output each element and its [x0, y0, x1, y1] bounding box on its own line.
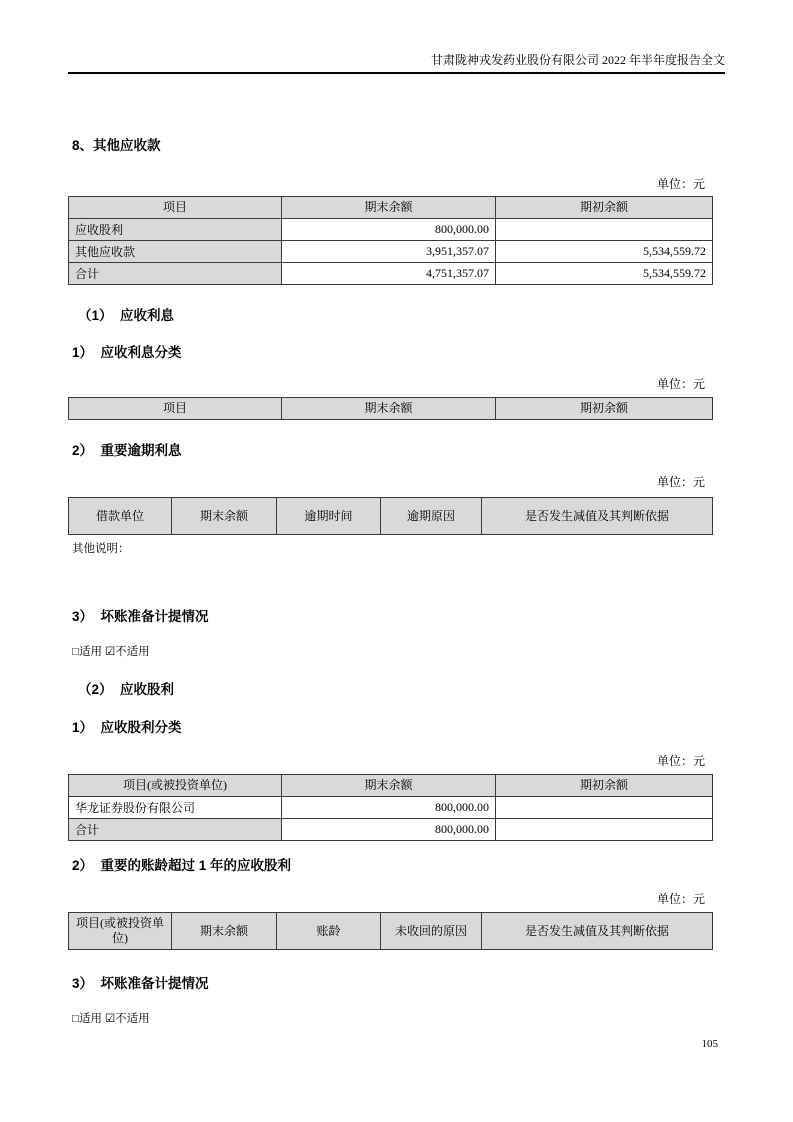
section-heading-interest-classification: 1） 应收利息分类 — [72, 345, 182, 360]
table-header-row — [69, 197, 713, 219]
row-label: 华龙证券股份有限公司 — [69, 797, 282, 819]
column-header-ending-balance: 期末余额 — [282, 398, 496, 420]
column-header-impairment-judgement: 是否发生减值及其判断依据 — [482, 913, 713, 950]
table-header-row — [69, 913, 713, 950]
document-header — [68, 52, 725, 74]
column-header-item: 项目 — [69, 398, 282, 420]
column-header-overdue-reason: 逾期原因 — [381, 498, 482, 535]
column-header-borrower: 借款单位 — [69, 498, 172, 535]
row-label: 合计 — [69, 263, 282, 285]
column-header-item: 项目 — [69, 197, 282, 219]
interest-classification-table — [68, 397, 713, 420]
column-header-ending-balance: 期末余额 — [172, 913, 277, 950]
column-header-impairment-judgement: 是否发生减值及其判断依据 — [482, 498, 713, 535]
cell-value: 800,000.00 — [282, 797, 496, 819]
cell-value: 5,534,559.72 — [496, 263, 713, 285]
table-row — [69, 797, 713, 819]
page-number: 105 — [701, 1038, 718, 1050]
other-receivables-table — [68, 196, 713, 285]
document-header-title: 甘肃陇神戎发药业股份有限公司 2022 年半年度报告全文 — [430, 53, 725, 67]
applicable-checkbox-line: □适用 ☑不适用 — [72, 1013, 150, 1025]
cell-value — [496, 819, 713, 841]
overdue-interest-table — [68, 497, 713, 535]
column-header-beginning-balance: 期初余额 — [496, 398, 713, 420]
column-header-item-or-investee: 项目(或被投资单位) — [69, 913, 172, 950]
table-row — [69, 263, 713, 285]
cell-value: 3,951,357.07 — [282, 241, 496, 263]
row-label: 应收股利 — [69, 219, 282, 241]
table-row — [69, 241, 713, 263]
column-header-uncollected-reason: 未收回的原因 — [381, 913, 482, 950]
unit-label: 单位：元 — [656, 475, 705, 489]
section-heading-dividend-classification: 1） 应收股利分类 — [72, 720, 182, 735]
cell-value: 800,000.00 — [282, 819, 496, 841]
column-header-item-or-investee: 项目(或被投资单位) — [69, 775, 282, 797]
aged-dividend-table — [68, 912, 713, 950]
column-header-overdue-time: 逾期时间 — [277, 498, 381, 535]
section-heading-aged-dividend: 2） 重要的账龄超过 1 年的应收股利 — [72, 858, 292, 873]
applicable-checkbox-line: □适用 ☑不适用 — [72, 646, 150, 658]
table-header-row — [69, 775, 713, 797]
row-label: 其他应收款 — [69, 241, 282, 263]
dividend-classification-table — [68, 774, 713, 841]
unit-label: 单位：元 — [656, 892, 705, 906]
section-heading-interest-receivable: （1） 应收利息 — [78, 308, 175, 323]
table-row — [69, 819, 713, 841]
table-header-row — [69, 498, 713, 535]
cell-value: 800,000.00 — [282, 219, 496, 241]
column-header-aging: 账龄 — [277, 913, 381, 950]
cell-value — [496, 219, 713, 241]
cell-value — [496, 797, 713, 819]
table-header-row — [69, 398, 713, 420]
section-heading-bad-debt-provision-dividend: 3） 坏账准备计提情况 — [72, 976, 209, 991]
unit-label: 单位：元 — [656, 754, 705, 768]
unit-label: 单位：元 — [656, 177, 705, 191]
column-header-beginning-balance: 期初余额 — [496, 197, 713, 219]
column-header-beginning-balance: 期初余额 — [496, 775, 713, 797]
section-heading-bad-debt-provision-interest: 3） 坏账准备计提情况 — [72, 609, 209, 624]
cell-value: 4,751,357.07 — [282, 263, 496, 285]
unit-label: 单位：元 — [656, 377, 705, 391]
column-header-ending-balance: 期末余额 — [282, 775, 496, 797]
column-header-ending-balance: 期末余额 — [282, 197, 496, 219]
row-label: 合计 — [69, 819, 282, 841]
section-heading-overdue-interest: 2） 重要逾期利息 — [72, 443, 182, 458]
cell-value: 5,534,559.72 — [496, 241, 713, 263]
other-note-label: 其他说明： — [72, 543, 130, 555]
column-header-ending-balance: 期末余额 — [172, 498, 277, 535]
table-row — [69, 219, 713, 241]
section-heading-dividend-receivable: （2） 应收股利 — [78, 682, 175, 697]
section-heading-other-receivables: 8、其他应收款 — [72, 138, 161, 153]
